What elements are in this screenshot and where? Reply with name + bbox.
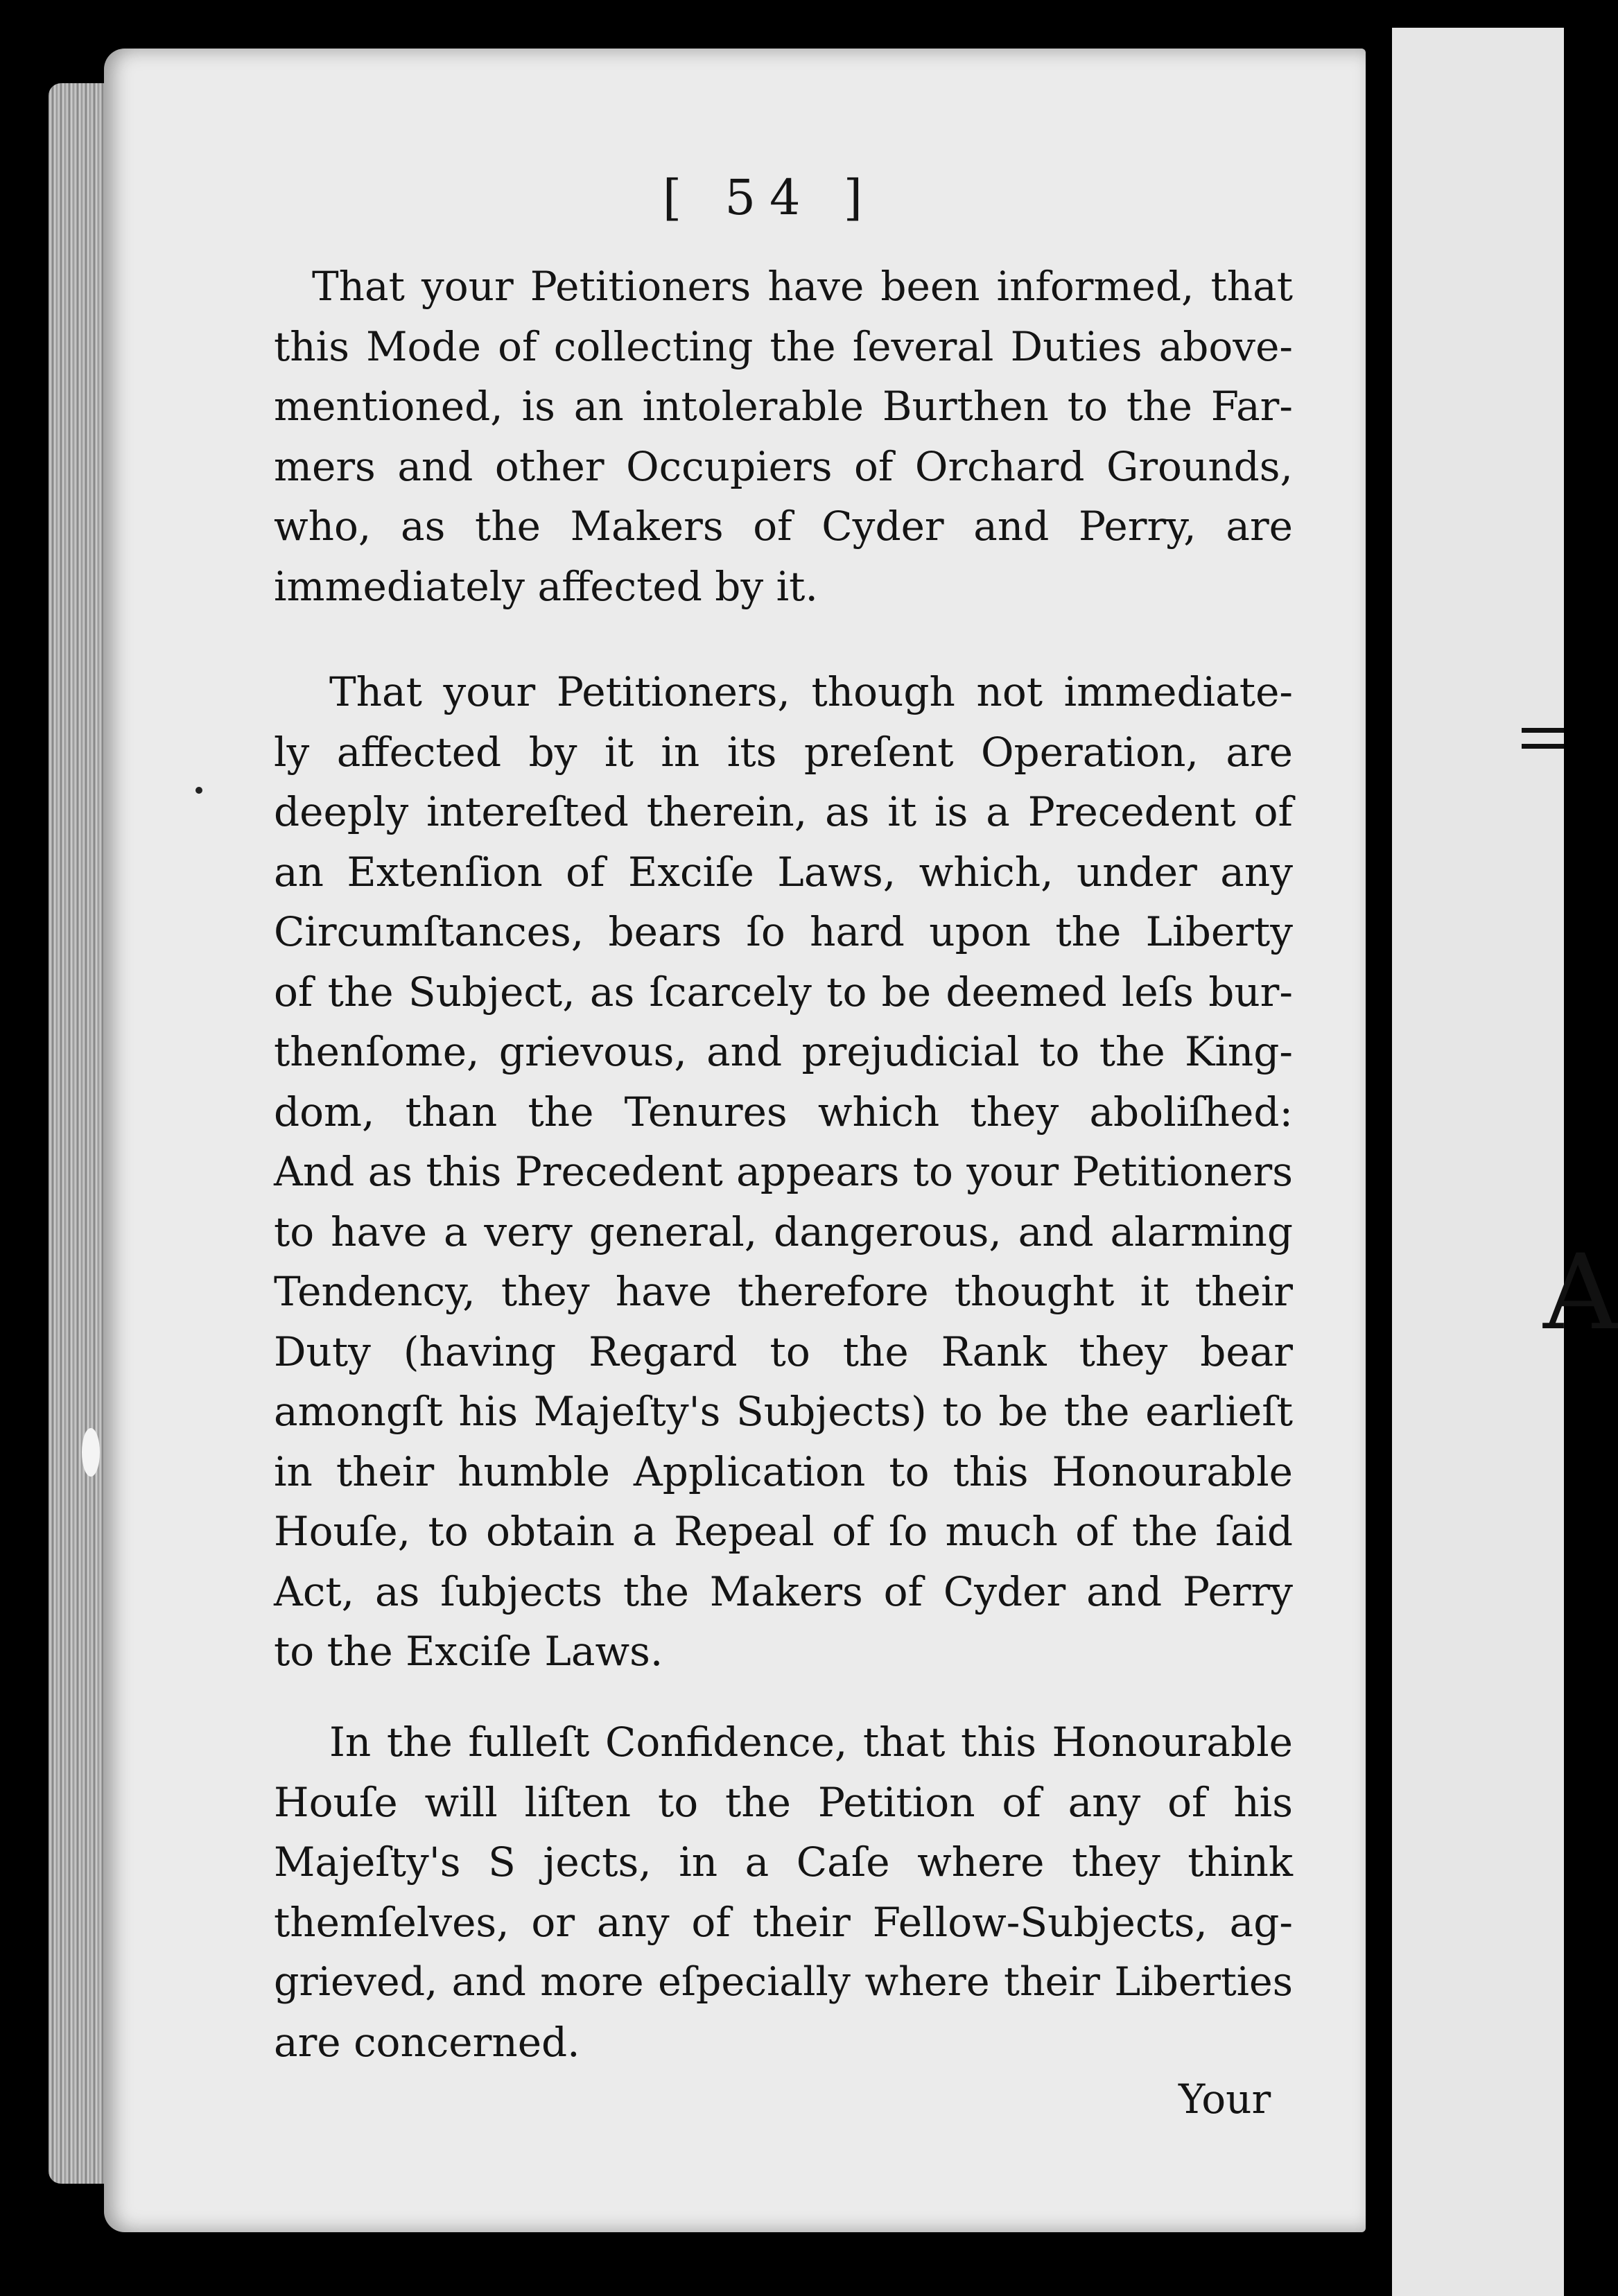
text-line: In the fulleſt Confidence, that this Honourable bbox=[329, 1719, 1293, 1766]
paragraph-2 bbox=[274, 662, 1293, 1682]
facing-page-mark bbox=[1522, 728, 1564, 749]
text-line: are concerned. bbox=[274, 2018, 580, 2066]
text-line: to have a very general, dangerous, and alarming bbox=[274, 1208, 1293, 1255]
catchword: Your bbox=[1178, 2076, 1271, 2123]
text-line: Houſe, to obtain a Repeal of ſo much of the ſaid bbox=[274, 1508, 1293, 1555]
page-number: [ 54 ] bbox=[662, 169, 877, 226]
text-line: Majeſty's S jects, in a Caſe where they think bbox=[274, 1838, 1293, 1886]
text-line: deeply intereſted therein, as it is a Precedent of bbox=[274, 788, 1293, 835]
text-line: in their humble Application to this Honourable bbox=[274, 1447, 1293, 1495]
facing-page-letter-fragment: A bbox=[1543, 1233, 1618, 1353]
text-line: this Mode of collecting the ſeveral Duties above- bbox=[274, 322, 1293, 370]
text-line: who, as the Makers of Cyder and Perry, are bbox=[274, 503, 1293, 550]
text-line: That your Petitioners have been informed, that bbox=[312, 263, 1293, 310]
text-line: immediately affected by it. bbox=[274, 562, 818, 610]
text-line: mentioned, is an intolerable Burthen to the Far- bbox=[274, 383, 1293, 430]
text-line: themſelves, or any of their Fellow-Subjects, ag- bbox=[274, 1898, 1293, 1946]
text-line: Houſe will liſten to the Petition of any of his bbox=[274, 1778, 1293, 1826]
ink-dot bbox=[195, 787, 202, 794]
text-line: of the Subject, as ſcarcely to be deemed leſs bur- bbox=[274, 968, 1293, 1016]
text-line: ly affected by it in its preſent Operation, are bbox=[274, 728, 1293, 776]
text-line: Duty (having Regard to the Rank they bear bbox=[274, 1328, 1293, 1375]
text-line: to the Exciſe Laws. bbox=[274, 1628, 663, 1675]
text-line: Act, as ſubjects the Makers of Cyder and Perry bbox=[274, 1567, 1293, 1615]
text-line: Circumſtances, bears ſo hard upon the Liberty bbox=[274, 908, 1293, 955]
text-line: Tendency, they have therefore thought it their bbox=[274, 1268, 1293, 1315]
text-line: And as this Precedent appears to your Petitioners bbox=[274, 1148, 1293, 1195]
text-line: That your Petitioners, though not immediate- bbox=[329, 668, 1293, 715]
text-line: dom, than the Tenures which they aboliſhed: bbox=[274, 1088, 1293, 1136]
paper-speck bbox=[82, 1428, 100, 1477]
text-line: amongſt his Majeſty's Subjects) to be the earlieſt bbox=[274, 1388, 1293, 1435]
facing-page-edge bbox=[1392, 28, 1564, 2296]
paragraph-1 bbox=[274, 256, 1293, 616]
text-line: mers and other Occupiers of Orchard Grounds, bbox=[274, 442, 1293, 490]
text-line: an Extenſion of Exciſe Laws, which, under any bbox=[274, 848, 1293, 896]
text-line: grieved, and more eſpecially where their Liberties bbox=[274, 1959, 1293, 2005]
text-line: thenſome, grievous, and prejudicial to the King- bbox=[274, 1028, 1293, 1075]
paragraph-3 bbox=[274, 1712, 1293, 2072]
book-gutter bbox=[1366, 42, 1392, 2260]
